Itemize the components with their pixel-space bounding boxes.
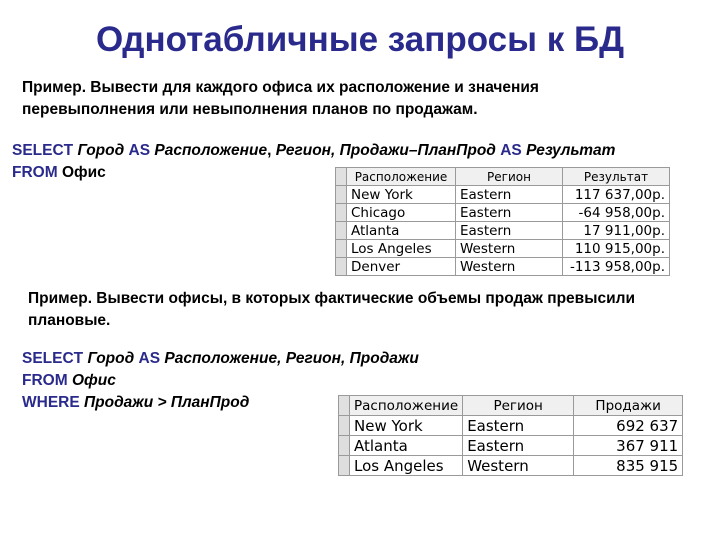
table-row bbox=[336, 186, 670, 204]
column-header: Продажи bbox=[574, 396, 683, 416]
column-header: Результат bbox=[563, 168, 670, 186]
table-cell: -113 958,00р. bbox=[563, 258, 670, 276]
table-cell: Eastern bbox=[463, 416, 574, 436]
example2-result-table bbox=[338, 395, 683, 476]
sql-select-keyword: SELECT bbox=[22, 350, 84, 367]
slide-title: Однотабличные запросы к БД bbox=[95, 20, 625, 59]
sql-from-keyword: FROM bbox=[12, 164, 58, 181]
sql-field: Город bbox=[87, 350, 135, 367]
table-cell: Atlanta bbox=[350, 436, 463, 456]
sql-field: Город bbox=[77, 142, 125, 159]
example1-description: Пример. Вывести для каждого офиса их расположение и значения перевыполнения или невыполнения планов по продажам. bbox=[22, 79, 539, 118]
sql-select-line bbox=[22, 348, 419, 370]
example1-result-table bbox=[335, 167, 670, 276]
table-header-row bbox=[336, 168, 670, 186]
sql-table: Офис bbox=[61, 164, 106, 181]
table-cell: 367 911 bbox=[574, 436, 683, 456]
sql-condition: Продажи > ПланПрод bbox=[84, 394, 250, 411]
sql-field: Регион, bbox=[275, 142, 336, 159]
example2-description: Пример. Вывести офисы, в которых фактические объемы продаж превысили плановые. bbox=[28, 290, 635, 329]
table-row bbox=[339, 456, 683, 476]
table-cell: Eastern bbox=[456, 186, 563, 204]
table-cell: Los Angeles bbox=[350, 456, 463, 476]
column-header: Регион bbox=[463, 396, 574, 416]
table-cell: New York bbox=[350, 416, 463, 436]
column-header: Регион bbox=[456, 168, 563, 186]
table-corner-cell bbox=[336, 168, 347, 186]
sql-fields: Расположение, Регион, Продажи bbox=[164, 350, 419, 367]
table-cell: Atlanta bbox=[347, 222, 456, 240]
sql-table: Офис bbox=[71, 372, 116, 389]
sql-alias: Результат bbox=[526, 142, 616, 159]
table-cell: Eastern bbox=[456, 204, 563, 222]
table-cell: 835 915 bbox=[574, 456, 683, 476]
table-cell: Eastern bbox=[463, 436, 574, 456]
table-row bbox=[336, 258, 670, 276]
table-cell: Los Angeles bbox=[347, 240, 456, 258]
row-selector bbox=[336, 186, 347, 204]
sql-select-line bbox=[12, 140, 615, 162]
sql-where-keyword: WHERE bbox=[22, 394, 80, 411]
table-header-row bbox=[339, 396, 683, 416]
sql-comma: , bbox=[267, 142, 272, 159]
table-cell: Chicago bbox=[347, 204, 456, 222]
sql-from-line bbox=[22, 370, 419, 392]
table-row bbox=[336, 240, 670, 258]
row-selector bbox=[336, 258, 347, 276]
sql-from-keyword: FROM bbox=[22, 372, 68, 389]
column-header: Расположение bbox=[350, 396, 463, 416]
table-row bbox=[339, 436, 683, 456]
row-selector bbox=[336, 222, 347, 240]
table-cell: Western bbox=[463, 456, 574, 476]
sql-as-keyword: AS bbox=[138, 350, 161, 367]
row-selector bbox=[339, 436, 350, 456]
table-cell: New York bbox=[347, 186, 456, 204]
table-cell: 117 637,00р. bbox=[563, 186, 670, 204]
row-selector bbox=[336, 204, 347, 222]
table-cell: Western bbox=[456, 258, 563, 276]
column-header: Расположение bbox=[347, 168, 456, 186]
sql-alias: Расположение bbox=[154, 142, 268, 159]
table-cell: Denver bbox=[347, 258, 456, 276]
row-selector bbox=[336, 240, 347, 258]
sql-select-keyword: SELECT bbox=[12, 142, 74, 159]
sql-as-keyword: AS bbox=[500, 142, 522, 159]
table-row bbox=[339, 416, 683, 436]
row-selector bbox=[339, 416, 350, 436]
table-corner-cell bbox=[339, 396, 350, 416]
table-cell: Western bbox=[456, 240, 563, 258]
table-row bbox=[336, 204, 670, 222]
table-cell: Eastern bbox=[456, 222, 563, 240]
table-cell: 692 637 bbox=[574, 416, 683, 436]
table-cell: -64 958,00р. bbox=[563, 204, 670, 222]
sql-expression: Продажи–ПланПрод bbox=[339, 142, 496, 159]
sql-as-keyword: AS bbox=[128, 142, 151, 159]
table-row bbox=[336, 222, 670, 240]
row-selector bbox=[339, 456, 350, 476]
table-cell: 110 915,00р. bbox=[563, 240, 670, 258]
table-cell: 17 911,00р. bbox=[563, 222, 670, 240]
